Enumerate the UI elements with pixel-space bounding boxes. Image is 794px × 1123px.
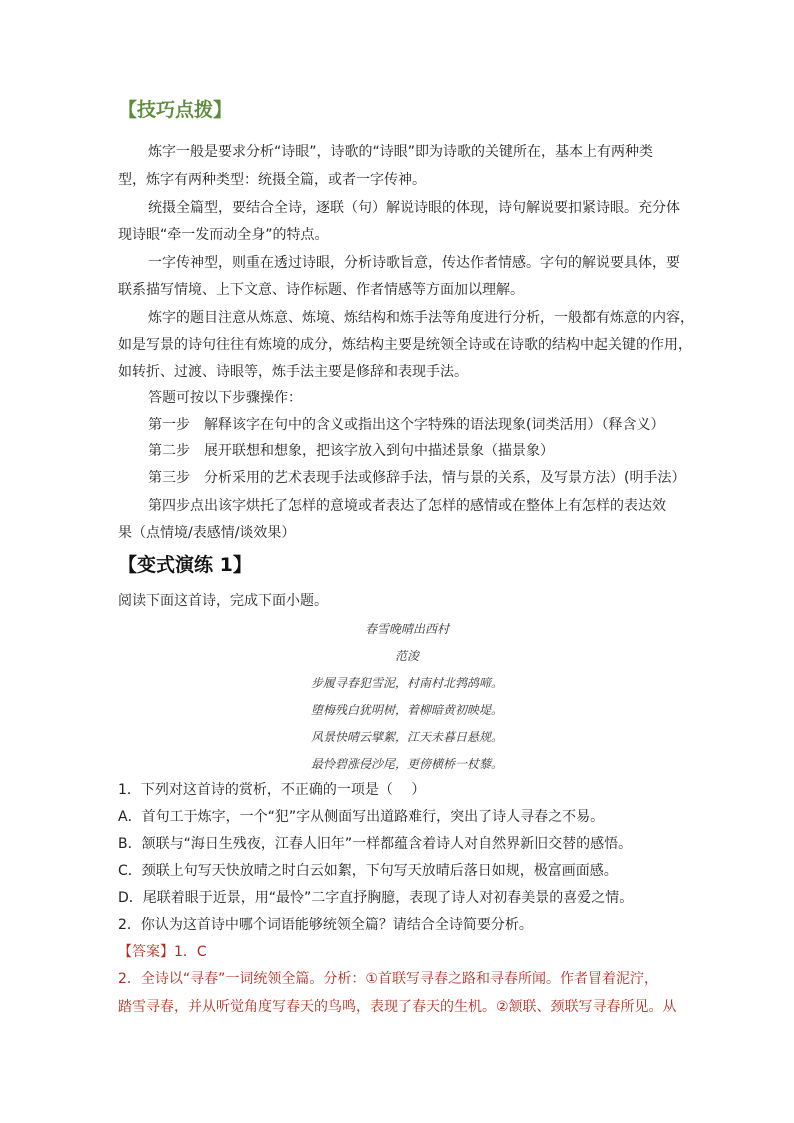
answer-2-line: 2．全诗以“寻春”一词统领全篇。分析：①首联写寻春之路和寻春所闻。作者冒着泥泞， (118, 971, 658, 987)
step-line: 第一步 解释该字在句中的含义或指出这个字特殊的语法现象(词类活用）（释含义） (148, 417, 665, 433)
poem-line: 风景快晴云擘絮，江天未暮日悬规。 (310, 730, 503, 744)
answer-2-line: 踏雪寻春，并从听觉角度写春天的鸟鸣，表现了春天的生机。②颔联、颈联写寻春所见。从 (118, 999, 677, 1015)
question-2: 2．你认为这首诗中哪个词语能够统领全篇？请结合全诗简要分析。 (118, 917, 533, 933)
step-line: 第二步 展开联想和想象，把该字放入到句中描述景象（描景象） (148, 443, 554, 459)
paragraph-line: 型，炼字有两种类型：统摄全篇，或者一字传神。 (118, 172, 426, 188)
answer-1: 1．C (174, 944, 207, 960)
skill-heading: 【技巧点拨】 (118, 99, 233, 121)
exercise-intro: 阅读下面这首诗，完成下面小题。 (118, 593, 328, 609)
paragraph-line: 如是写景的诗句往往有炼境的成分，炼结构主要是统领全诗或在诗歌的结构中起关键的作用， (118, 337, 692, 353)
paragraph-line: 统摄全篇型，要结合全诗，逐联（句）解说诗眼的体现，诗句解说要扣紧诗眼。充分体 (148, 200, 680, 216)
paragraph-line: 炼字一般是要求分析“诗眼”，诗歌的“诗眼”即为诗歌的关键所在，基本上有两种类 (148, 144, 654, 160)
option-d: D．尾联着眼于近景，用“最怜”二字直抒胸臆，表现了诗人对初春美景的喜爱之情。 (118, 890, 634, 906)
poem-line: 步履寻春犯雪泥，村南村北鹁鸪啼。 (310, 676, 503, 690)
paragraph-line: 现诗眼“牵一发而动全身”的特点。 (118, 227, 329, 243)
poem-title: 春雪晚晴出西村 (364, 622, 449, 636)
option-c: C．颈联上句写天快放晴之时白云如絮，下句写天放晴后落日如规，极富画面感。 (118, 863, 618, 879)
answer-line (118, 943, 207, 961)
paragraph-line: 如转折、过渡、诗眼等，炼手法主要是修辞和表现手法。 (118, 364, 468, 380)
option-a: A．首句工于炼字，一个“犯”字从侧面写出道路难行，突出了诗人寻春之不易。 (118, 809, 605, 825)
paragraph-line: 一字传神型，则重在透过诗眼，分析诗歌旨意，传达作者情感。字句的解说要具体，要 (148, 255, 680, 271)
paragraph-line: 答题可按以下步骤操作： (148, 390, 302, 406)
exercise-heading: 【变式演练 1】 (118, 554, 252, 576)
step-line: 第四步点出该字烘托了怎样的意境或者表达了怎样的感情或在整体上有怎样的表达效 (148, 498, 666, 514)
poem-line: 最怜碧涨侵沙尾，更傍横桥一杖藜。 (310, 757, 503, 771)
paragraph-line: 炼字的题目注意从炼意、炼境、炼结构和炼手法等角度进行分析，一般都有炼意的内容， (148, 310, 694, 326)
question-1: 1．下列对这首诗的赏析，不正确的一项是（ ） (118, 782, 426, 798)
poem-line: 堕梅残白犹明树，着柳暗黄初映堤。 (310, 703, 503, 717)
answer-label: 【答案】 (118, 944, 174, 960)
option-b: B．颔联与“海日生残夜，江春人旧年”一样都蕴含着诗人对自然界新旧交替的感悟。 (118, 836, 633, 852)
poem-author: 范浚 (394, 649, 419, 663)
step-line: 第三步 分析采用的艺术表现手法或修辞手法，情与景的关系，及写景方法）(明手法） (148, 470, 686, 486)
paragraph-line: 联系描写情境、上下文意、诗作标题、作者情感等方面加以理解。 (118, 282, 524, 298)
paragraph-line: 果（点情境/表感情/谈效果） (118, 525, 296, 541)
